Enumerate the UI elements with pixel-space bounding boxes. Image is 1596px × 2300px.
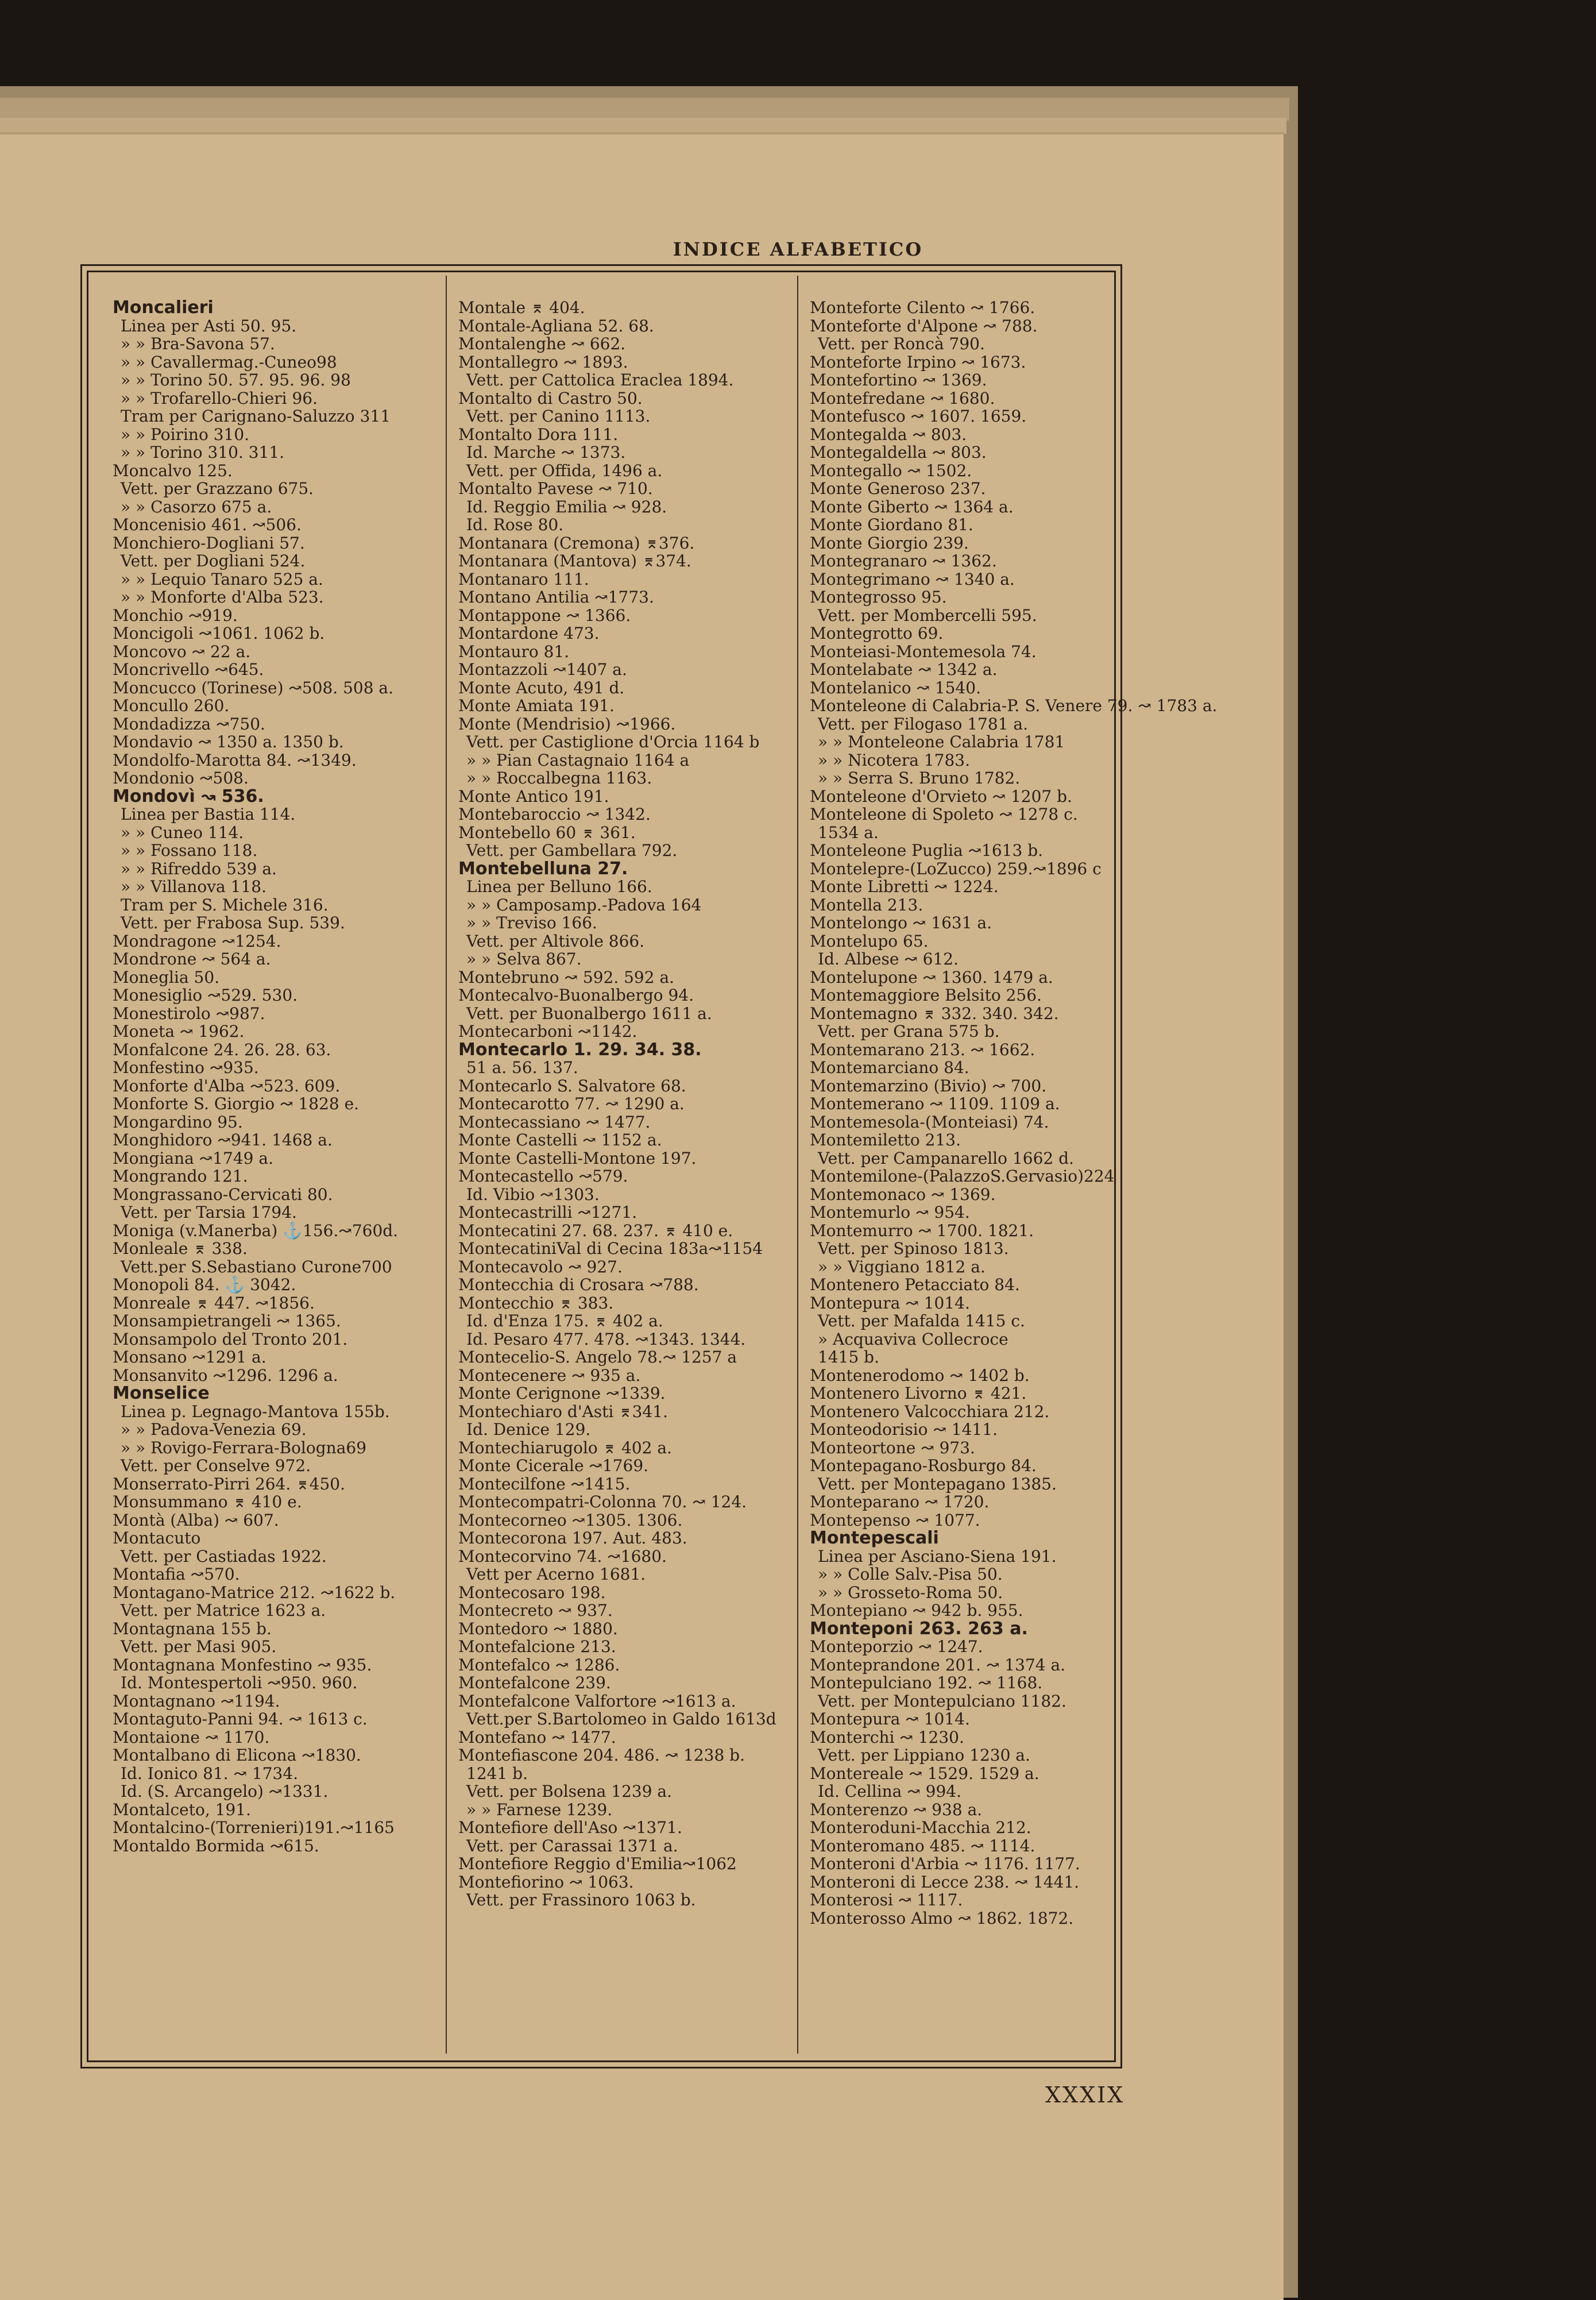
index-entry: Monteleone di Calabria-P. S. Venere 79. ↝ 1783 a. — [810, 696, 1218, 715]
index-entry: Id. Pesaro 477. 478. ↝1343. 1344. — [466, 1329, 746, 1349]
index-entry: Montefortino ↝ 1369. — [810, 371, 987, 389]
index-entry: Montaguto-Panni 94. ↝ 1613 c. — [113, 1709, 368, 1728]
index-entry: Montenero Petacciato 84. — [810, 1275, 1020, 1294]
index-entry: Vett. per Frassinoro 1063 b. — [466, 1890, 696, 1909]
index-entry: Monteleone di Spoleto ↝ 1278 c. — [810, 805, 1078, 824]
index-entry: Id. Reggio Emilia ↝ 928. — [466, 497, 667, 516]
index-entry: Montalceto, 191. — [113, 1800, 251, 1819]
index-entry: Vett. per Tarsia 1794. — [121, 1203, 297, 1222]
index-entry: Montagnano ↝1194. — [113, 1691, 280, 1711]
index-entry: Montecastrilli ↝1271. — [458, 1203, 637, 1222]
index-entry: Mongiana ↝1749 a. — [113, 1148, 273, 1168]
index-entry: Monteromano 485. ↝ 1114. — [810, 1836, 1035, 1855]
index-entry: Monteortone ↝ 973. — [810, 1438, 975, 1457]
index-entry: Montepulciano 192. ↝ 1168. — [810, 1673, 1043, 1692]
index-entry: Monteforte Irpino ↝ 1673. — [810, 352, 1026, 372]
index-entry: Mondolfo-Marotta 84. ↝1349. — [113, 750, 357, 770]
index-entry: Montefalcone 239. — [458, 1673, 611, 1692]
index-entry: Monte Libretti ↝ 1224. — [810, 877, 999, 896]
index-entry: Montefalco ↝ 1286. — [458, 1655, 620, 1674]
column-separator — [446, 276, 447, 2054]
index-entry: » » Rifreddo 539 a. — [121, 859, 277, 878]
index-entry: Montecorvino 74. ↝1680. — [458, 1546, 667, 1566]
index-entry: Montalto Pavese ↝ 710. — [458, 479, 653, 498]
index-entry: Montemesola-(Monteiasi) 74. — [810, 1112, 1049, 1132]
index-entry: Id. Albese ↝ 612. — [818, 950, 959, 968]
index-entry: Vett. per Grazzano 675. — [121, 479, 314, 498]
index-entry: Montemonaco ↝ 1369. — [810, 1184, 996, 1204]
index-entry: Montemarzino (Bivio) ↝ 700. — [810, 1076, 1047, 1095]
index-entry: Monteporzio ↝ 1247. — [810, 1637, 983, 1656]
page-edge-inner — [0, 118, 1286, 134]
index-entry: » Acquaviva Collecroce — [818, 1329, 1008, 1349]
index-entry: Monte Cerignone ↝1339. — [458, 1384, 666, 1403]
index-entry: Vett. per Spinoso 1813. — [818, 1239, 1009, 1258]
index-entry: Mondrone ↝ 564 a. — [113, 950, 271, 968]
index-entry: Vett. per Cattolica Eraclea 1894. — [466, 371, 734, 389]
index-entry: Montebello 60 ⌆ 361. — [458, 823, 636, 842]
index-entry: Vett per Acerno 1681. — [466, 1565, 646, 1584]
index-entry: Montelupo 65. — [810, 931, 929, 951]
index-entry: Montedoro ↝ 1880. — [458, 1619, 618, 1638]
index-entry: Montazzoli ↝1407 a. — [458, 660, 627, 679]
index-entry: Linea per Bastia 114. — [121, 805, 296, 824]
index-entry: Vett. per Gambellara 792. — [466, 841, 678, 860]
index-entry: Montereale ↝ 1529. 1529 a. — [810, 1763, 1039, 1783]
index-entry: Vett. per Canino 1113. — [466, 407, 651, 426]
index-entry: » » Viggiano 1812 a. — [818, 1257, 986, 1276]
index-entry: Moncigoli ↝1061. 1062 b. — [113, 624, 325, 643]
index-entry: Montecarboni ↝1142. — [458, 1022, 637, 1041]
index-entry: Montemurro ↝ 1700. 1821. — [810, 1221, 1034, 1240]
index-entry: Monforte d'Alba ↝523. 609. — [113, 1076, 341, 1095]
index-entry: Monteroni di Lecce 238. ↝ 1441. — [810, 1872, 1080, 1892]
index-entry: » » Monteleone Calabria 1781 — [818, 732, 1065, 751]
index-entry: Monteroduni-Macchia 212. — [810, 1818, 1031, 1837]
index-entry: Vett. per Masi 905. — [121, 1637, 277, 1656]
index-entry: Linea per Belluno 166. — [466, 877, 652, 896]
index-entry: Montafia ↝570. — [113, 1565, 240, 1584]
index-entry: Montecatini 27. 68. 237. ⌆ 410 e. — [458, 1221, 733, 1240]
index-heading: Monteponi 263. 263 a. — [810, 1618, 1028, 1639]
index-entry: Linea p. Legnago-Mantova 155b. — [121, 1402, 390, 1421]
index-entry: Montefalcione 213. — [458, 1637, 616, 1656]
index-entry: Montecalvo-Buonalbergo 94. — [458, 986, 694, 1005]
index-entry: » » Trofarello-Chieri 96. — [121, 388, 318, 408]
index-entry: Vett. per Conselve 972. — [121, 1456, 311, 1475]
index-entry: » » Rovigo-Ferrara-Bologna69 — [121, 1438, 367, 1457]
index-entry: Mongrassano-Cervicati 80. — [113, 1184, 333, 1204]
index-entry: Moniga (v.Manerba) ⚓156.↝760d. — [113, 1221, 399, 1240]
index-entry: Montepura ↝ 1014. — [810, 1293, 970, 1313]
index-entry: Monte (Mendrisio) ↝1966. — [458, 714, 676, 734]
index-entry: 1241 b. — [466, 1763, 528, 1783]
index-entry: Montelanico ↝ 1540. — [810, 678, 981, 697]
index-entry: » » Colle Salv.-Pisa 50. — [818, 1565, 1003, 1584]
index-entry: Id. Vibio ↝1303. — [466, 1184, 600, 1204]
index-entry: Id. Rose 80. — [466, 515, 564, 534]
index-entry: Montepura ↝ 1014. — [810, 1709, 970, 1728]
index-entry: Monforte S. Giorgio ↝ 1828 e. — [113, 1094, 360, 1113]
index-entry: Monte Castelli-Montone 197. — [458, 1148, 697, 1168]
index-entry: » » Farnese 1239. — [466, 1800, 613, 1819]
index-entry: Mongardino 95. — [113, 1112, 243, 1132]
index-entry: Montecorneo ↝1305. 1306. — [458, 1510, 683, 1530]
index-entry: » » Poirino 310. — [121, 425, 250, 444]
index-entry: Montebruno ↝ 592. 592 a. — [458, 967, 675, 987]
page-header: INDICE ALFABETICO — [673, 238, 923, 260]
index-entry: Vett. per Castiglione d'Orcia 1164 b — [466, 732, 760, 751]
index-entry: Montacuto — [113, 1529, 201, 1548]
index-entry: Vett. per Roncà 790. — [818, 334, 985, 353]
index-entry: Vett. per Frabosa Sup. 539. — [121, 913, 345, 932]
index-entry: » » Roccalbegna 1163. — [466, 769, 652, 788]
index-entry: Moneta ↝ 1962. — [113, 1022, 245, 1041]
index-entry: Montecorona 197. Aut. 483. — [458, 1529, 687, 1548]
index-entry: Montelepre-(LoZucco) 259.↝1896 c — [810, 859, 1102, 878]
index-entry: Monte Antico 191. — [458, 786, 609, 806]
index-heading: Montebelluna 27. — [458, 858, 628, 879]
index-entry: 1534 a. — [818, 823, 879, 842]
index-entry: Monfalcone 24. 26. 28. 63. — [113, 1040, 331, 1059]
index-entry: Montefredane ↝ 1680. — [810, 388, 995, 408]
index-entry: Montecelio-S. Angelo 78.↝ 1257 a — [458, 1348, 737, 1367]
index-entry: Montagnana 155 b. — [113, 1619, 272, 1638]
index-entry: Monsano ↝1291 a. — [113, 1348, 266, 1367]
index-entry: Montemerano ↝ 1109. 1109 a. — [810, 1094, 1060, 1113]
index-entry: » » Bra-Savona 57. — [121, 334, 275, 353]
index-entry: Montecassiano ↝ 1477. — [458, 1112, 651, 1132]
index-entry: Montecompatri-Colonna 70. ↝ 124. — [458, 1492, 747, 1511]
index-entry: » » Pian Castagnaio 1164 a — [466, 750, 690, 770]
index-heading: Monselice — [113, 1383, 210, 1403]
index-entry: Monteleone d'Orvieto ↝ 1207 b. — [810, 786, 1072, 806]
index-entry: Montauro 81. — [458, 642, 570, 661]
index-entry: Montecastello ↝579. — [458, 1167, 628, 1186]
index-entry: Montalenghe ↝ 662. — [458, 334, 626, 353]
index-entry: Monte Generoso 237. — [810, 479, 986, 498]
index-entry: Monchiero-Dogliani 57. — [113, 533, 305, 553]
index-entry: Montalbano di Elicona ↝1830. — [113, 1746, 361, 1765]
index-entry: Vett. per Mombercelli 595. — [818, 605, 1037, 625]
index-entry: Montanara (Cremona) ⌆376. — [458, 533, 695, 553]
index-entry: Montelabate ↝ 1342 a. — [810, 660, 998, 679]
index-heading: Moncalieri — [113, 298, 214, 318]
index-entry: » » Camposamp.-Padova 164 — [466, 895, 702, 914]
index-entry: Vett. per Altivole 866. — [466, 931, 645, 951]
index-entry: Id. d'Enza 175. ⌆ 402 a. — [466, 1311, 663, 1330]
index-entry: Montechiaro d'Asti ⌆341. — [458, 1402, 668, 1421]
index-entry: Monteiasi-Montemesola 74. — [810, 642, 1037, 661]
index-entry: » » Serra S. Bruno 1782. — [818, 769, 1021, 788]
index-entry: Montecarlo S. Salvatore 68. — [458, 1076, 686, 1095]
index-entry: Montefano ↝ 1477. — [458, 1727, 616, 1747]
index-entry: Montegrimano ↝ 1340 a. — [810, 569, 1015, 589]
index-entry: Montenero Valcocchiara 212. — [810, 1402, 1050, 1421]
index-entry: Montefiorino ↝ 1063. — [458, 1872, 634, 1892]
index-entry: Vett. per Bolsena 1239 a. — [466, 1782, 673, 1801]
index-entry: Id. Ionico 81. ↝ 1734. — [121, 1763, 299, 1783]
index-entry: Moncullo 260. — [113, 696, 230, 715]
index-entry: Montemarciano 84. — [810, 1058, 969, 1077]
index-entry: Monserrato-Pirri 264. ⌆450. — [113, 1474, 346, 1494]
index-entry: Montardone 473. — [458, 624, 600, 643]
index-entry: Monchio ↝919. — [113, 605, 238, 625]
index-entry: Montefiore Reggio d'Emilia↝1062 — [458, 1854, 737, 1873]
index-entry: Montechiarugolo ⌆ 402 a. — [458, 1438, 672, 1457]
index-entry: Id. Denice 129. — [466, 1420, 591, 1439]
index-entry: Montenerodomo ↝ 1402 b. — [810, 1365, 1030, 1385]
index-entry: Monte Acuto, 491 d. — [458, 678, 625, 697]
index-entry: Id. Marche ↝ 1373. — [466, 443, 626, 462]
index-entry: Id. Cellina ↝ 994. — [818, 1782, 961, 1801]
index-entry: Monte Cicerale ↝1769. — [458, 1456, 649, 1475]
index-column-2 — [458, 299, 780, 1909]
index-entry: » » Treviso 166. — [466, 913, 597, 932]
index-entry: Vett. per Montepulciano 1182. — [818, 1691, 1066, 1711]
index-heading: Montecarlo 1. 29. 34. 38. — [458, 1039, 702, 1060]
index-entry: 51 a. 56. 137. — [466, 1058, 578, 1077]
index-entry: Monteodorisio ↝ 1411. — [810, 1420, 998, 1439]
index-entry: » » Cavallermag.-Cuneo98 — [121, 352, 337, 372]
index-entry: » » Casorzo 675 a. — [121, 497, 272, 516]
index-entry: Monte Amiata 191. — [458, 696, 615, 715]
index-entry: Montalto di Castro 50. — [458, 388, 643, 408]
index-entry: Montemarano 213. ↝ 1662. — [810, 1040, 1035, 1059]
index-entry: Montemaggiore Belsito 256. — [810, 986, 1042, 1005]
index-column-1 — [113, 299, 434, 1855]
index-entry: Montano Antilia ↝1773. — [458, 588, 654, 607]
index-entry: Montecchio ⌆ 383. — [458, 1293, 614, 1313]
index-entry: » » Selva 867. — [466, 950, 582, 968]
index-entry: Monterosso Almo ↝ 1862. 1872. — [810, 1908, 1074, 1928]
index-entry: Moncenisio 461. ↝506. — [113, 515, 302, 534]
index-entry: Moncovo ↝ 22 a. — [113, 642, 251, 661]
index-entry: » » Grosseto-Roma 50. — [818, 1583, 1003, 1602]
index-entry: Monestirolo ↝987. — [113, 1004, 265, 1023]
index-entry: Vett. per Filogaso 1781 a. — [818, 714, 1028, 734]
index-entry: Montefusco ↝ 1607. 1659. — [810, 407, 1027, 426]
index-entry: Montegallo ↝ 1502. — [810, 461, 972, 480]
index-entry: Montappone ↝ 1366. — [458, 605, 631, 625]
index-entry: Monfestino ↝935. — [113, 1058, 259, 1077]
index-entry: Monterenzo ↝ 938 a. — [810, 1800, 983, 1819]
index-entry: Vett. per Buonalbergo 1611 a. — [466, 1004, 712, 1023]
index-entry: Montale ⌆ 404. — [458, 298, 585, 317]
index-entry: Montagano-Matrice 212. ↝1622 b. — [113, 1583, 396, 1602]
index-entry: » » Padova-Venezia 69. — [121, 1420, 307, 1439]
index-entry: Id. (S. Arcangelo) ↝1331. — [121, 1782, 329, 1801]
index-entry: Montanara (Mantova) ⌆374. — [458, 551, 691, 570]
index-entry: Montepiano ↝ 942 b. 955. — [810, 1601, 1023, 1620]
index-entry: Monteforte Cilento ↝ 1766. — [810, 298, 1035, 317]
index-entry: MontecatiniVal di Cecina 183a↝1154 — [458, 1239, 763, 1258]
index-entry: » » Fossano 118. — [121, 841, 258, 860]
index-entry: Monghidoro ↝941. 1468 a. — [113, 1130, 333, 1149]
index-entry: Monte Giberto ↝ 1364 a. — [810, 497, 1014, 516]
index-entry: Montaione ↝ 1170. — [113, 1727, 270, 1747]
index-entry: Mongrando 121. — [113, 1167, 248, 1186]
index-entry: Montepagano-Rosburgo 84. — [810, 1456, 1037, 1475]
index-column-3 — [810, 298, 1218, 1928]
index-entry: Montemurlo ↝ 954. — [810, 1203, 970, 1222]
index-entry: Mondadizza ↝750. — [113, 714, 265, 734]
page-number: XXXIX — [1045, 2082, 1125, 2108]
index-entry: Monteparano ↝ 1720. — [810, 1492, 990, 1511]
index-entry: Vett. per Carassai 1371 a. — [466, 1836, 678, 1855]
index-entry: Montaldo Bormida ↝615. — [113, 1836, 319, 1855]
index-entry: Montemilone-(PalazzoS.Gervasio)224 — [810, 1167, 1115, 1186]
page-edge-top — [0, 98, 1289, 121]
index-entry: Monteforte d'Alpone ↝ 788. — [810, 316, 1038, 335]
index-entry: Montemiletto 213. — [810, 1130, 961, 1149]
index-entry: Mondragone ↝1254. — [113, 931, 281, 951]
index-entry: Montelupone ↝ 1360. 1479 a. — [810, 967, 1053, 987]
index-entry: Moneglia 50. — [113, 967, 220, 987]
index-entry: Montecavolo ↝ 927. — [458, 1257, 623, 1276]
index-entry: Montebaroccio ↝ 1342. — [458, 805, 651, 824]
index-entry: Moncalvo 125. — [113, 461, 233, 480]
index-entry: Montefiascone 204. 486. ↝ 1238 b. — [458, 1746, 745, 1765]
index-entry: Vett. per Lippiano 1230 a. — [818, 1746, 1030, 1765]
index-entry: Montella 213. — [810, 895, 923, 914]
column-separator — [797, 276, 798, 2054]
index-entry: Vett. per Montepagano 1385. — [818, 1474, 1057, 1494]
index-entry: Monte Castelli ↝ 1152 a. — [458, 1130, 662, 1149]
index-entry: Vett.per S.Bartolomeo in Galdo 1613d — [466, 1709, 776, 1728]
index-entry: Vett. per Grana 575 b. — [818, 1022, 1000, 1041]
index-entry: Montà (Alba) ↝ 607. — [113, 1510, 279, 1530]
index-entry: Montecilfone ↝1415. — [458, 1474, 631, 1494]
index-entry: Montallegro ↝ 1893. — [458, 352, 628, 372]
index-entry: Tram per S. Michele 316. — [121, 895, 329, 914]
index-entry: Monterchi ↝ 1230. — [810, 1727, 964, 1747]
index-entry: Monsummano ⌆ 410 e. — [113, 1492, 302, 1511]
index-entry: Linea per Asciano-Siena 191. — [818, 1546, 1057, 1566]
index-entry: Monopoli 84. ⚓ 3042. — [113, 1275, 296, 1294]
index-entry: Montefalcone Valfortore ↝1613 a. — [458, 1691, 736, 1711]
index-entry: Vett. per Campanarello 1662 d. — [818, 1148, 1074, 1168]
index-entry: Monte Giordano 81. — [810, 515, 973, 534]
index-entry: Monteroni d'Arbia ↝ 1176. 1177. — [810, 1854, 1080, 1873]
index-entry: Id. Montespertoli ↝950. 960. — [121, 1673, 358, 1692]
index-entry: » » Villanova 118. — [121, 877, 266, 896]
index-entry: Monterosi ↝ 1117. — [810, 1890, 963, 1909]
index-entry: » » Torino 310. 311. — [121, 443, 285, 462]
index-heading: Mondovì ↝ 536. — [113, 786, 264, 806]
index-entry: Vett.per S.Sebastiano Curone700 — [121, 1257, 392, 1276]
index-entry: Montelongo ↝ 1631 a. — [810, 913, 992, 932]
index-entry: Montegrotto 69. — [810, 624, 944, 643]
index-entry: Montecenere ↝ 935 a. — [458, 1365, 641, 1385]
index-entry: Vett. per Castiadas 1922. — [121, 1546, 327, 1566]
index-entry: Monsampolo del Tronto 201. — [113, 1329, 348, 1349]
index-entry: Montagnana Monfestino ↝ 935. — [113, 1655, 372, 1674]
index-entry: Montepenso ↝ 1077. — [810, 1510, 980, 1530]
index-entry: Vett. per Mafalda 1415 c. — [818, 1311, 1025, 1330]
index-entry: Linea per Asti 50. 95. — [121, 316, 297, 335]
index-entry: Montecchia di Crosara ↝788. — [458, 1275, 699, 1294]
index-entry: Montecreto ↝ 937. — [458, 1601, 613, 1620]
index-heading: Montepescali — [810, 1528, 939, 1548]
index-entry: » » Cuneo 114. — [121, 823, 244, 842]
index-entry: Montalto Dora 111. — [458, 425, 619, 444]
index-entry: Montegaldella ↝ 803. — [810, 443, 987, 462]
index-entry: Mondonio ↝508. — [113, 769, 249, 788]
index-entry: Montenero Livorno ⌆ 421. — [810, 1384, 1027, 1403]
index-entry: Moncucco (Torinese) ↝508. 508 a. — [113, 678, 394, 697]
index-entry: 1415 b. — [818, 1348, 879, 1367]
index-entry: Montemagno ⌆ 332. 340. 342. — [810, 1004, 1059, 1023]
index-entry: Montecosaro 198. — [458, 1583, 606, 1602]
index-entry: Montegranaro ↝ 1362. — [810, 551, 997, 570]
index-entry: Monleale ⌆ 338. — [113, 1239, 248, 1258]
index-entry: Monte Giorgio 239. — [810, 533, 969, 553]
index-entry: Monsanvito ↝1296. 1296 a. — [113, 1365, 338, 1385]
index-entry: Vett. per Offida, 1496 a. — [466, 461, 663, 480]
index-entry: » » Monforte d'Alba 523. — [121, 588, 324, 607]
index-entry: » » Lequio Tanaro 525 a. — [121, 569, 323, 589]
index-entry: Vett. per Dogliani 524. — [121, 551, 306, 570]
index-entry: Vett. per Matrice 1623 a. — [121, 1601, 326, 1620]
index-entry: Monsampietrangeli ↝ 1365. — [113, 1311, 341, 1330]
index-entry: Montanaro 111. — [458, 569, 589, 589]
index-entry: Moncrivello ↝645. — [113, 660, 264, 679]
index-entry: Montale-Agliana 52. 68. — [458, 316, 654, 335]
index-entry: Monteprandone 201. ↝ 1374 a. — [810, 1655, 1066, 1674]
index-entry: Montegalda ↝ 803. — [810, 425, 967, 444]
index-entry: » » Nicotera 1783. — [818, 750, 971, 770]
index-entry: Montecarotto 77. ↝ 1290 a. — [458, 1094, 685, 1113]
index-entry: Monesiglio ↝529. 530. — [113, 986, 298, 1005]
index-entry: Monreale ⌆ 447. ↝1856. — [113, 1293, 315, 1313]
index-entry: Montegrosso 95. — [810, 588, 947, 607]
index-entry: Monteleone Puglia ↝1613 b. — [810, 841, 1044, 860]
index-entry: Mondavio ↝ 1350 a. 1350 b. — [113, 732, 344, 751]
index-entry: Montalcino-(Torrenieri)191.↝1165 — [113, 1818, 395, 1837]
index-entry: Montefiore dell'Aso ↝1371. — [458, 1818, 682, 1837]
index-entry: » » Torino 50. 57. 95. 96. 98 — [121, 371, 351, 389]
index-entry: Tram per Carignano-Saluzzo 311 — [121, 407, 391, 426]
